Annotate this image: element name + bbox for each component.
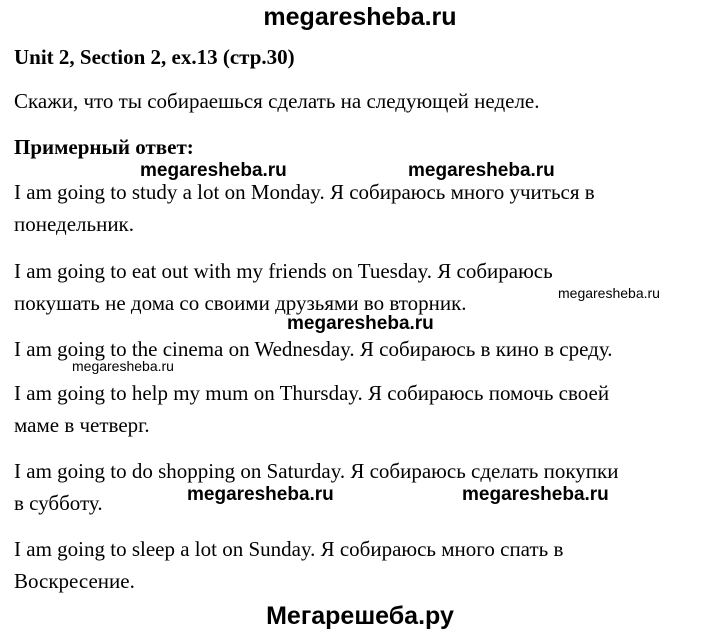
answer-thursday — [14, 377, 714, 441]
answer-line: I am going to help my mum on Thursday. Я собираюсь помочь своей — [14, 381, 610, 405]
answer-line: маме в четверг. — [14, 413, 150, 437]
exercise-heading: Unit 2, Section 2, ex.13 (стр.30) — [14, 45, 295, 69]
watermark: megaresheba.ru — [287, 313, 434, 334]
watermark: megaresheba.ru — [462, 484, 609, 505]
answer-line: I am going to study a lot on Monday. Я собираюсь много учиться в — [14, 180, 595, 204]
answer-line: покушать не дома со своими друзьями во вторник. — [14, 291, 467, 315]
watermark: megaresheba.ru — [187, 484, 334, 505]
answer-sunday — [14, 533, 714, 597]
watermark: megaresheba.ru — [558, 285, 660, 301]
exercise-task: Скажи, что ты собираешься сделать на следующей неделе. — [14, 89, 540, 113]
answer-line: I am going to the cinema on Wednesday. Я собираюсь в кино в среду. — [14, 337, 613, 361]
answer-line: Воскресение. — [14, 569, 135, 593]
site-footer: Мегарешеба.ру — [266, 602, 454, 630]
watermark: megaresheba.ru — [72, 358, 174, 374]
answer-line: I am going to do shopping on Saturday. Я собираюсь сделать покупки — [14, 459, 619, 483]
answer-monday — [14, 176, 714, 240]
answer-line: понедельник. — [14, 212, 135, 236]
answer-line: I am going to sleep a lot on Sunday. Я собираюсь много спать в — [14, 537, 564, 561]
answer-saturday — [14, 455, 714, 519]
watermark: megaresheba.ru — [140, 160, 287, 181]
answer-line: в субботу. — [14, 491, 103, 515]
answer-label: Примерный ответ: — [14, 135, 194, 159]
answer-line: I am going to eat out with my friends on Tuesday. Я собираюсь — [14, 259, 553, 283]
site-header: megaresheba.ru — [263, 3, 457, 31]
watermark: megaresheba.ru — [408, 160, 555, 181]
